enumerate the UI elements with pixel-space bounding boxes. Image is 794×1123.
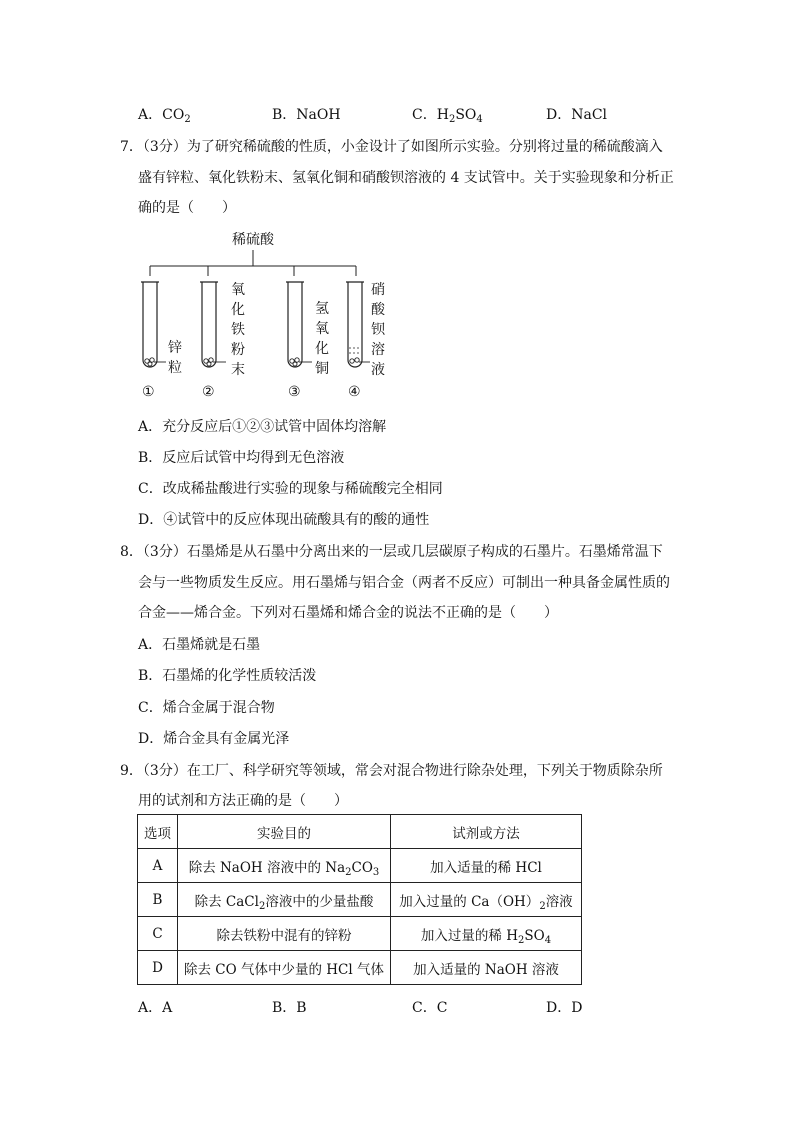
q9-stem-line-2: 用的试剂和方法正确的是（ ） (138, 793, 348, 809)
table-header-row (138, 815, 582, 849)
row-method: 加入过量的 $Ca(OH)_2$溶液 (391, 883, 582, 917)
q7-stem-line-1: 7．（3分）为了研究稀硫酸的性质，小金设计了如图所示实验。分别将过量的稀硫酸滴入 (120, 139, 663, 155)
header-goal: 实验目的 (178, 815, 391, 849)
q7-stem-line-3: 确的是（ ） (138, 200, 236, 216)
q8-stem-line-1: 8．（3分）石墨烯是从石墨中分离出来的一层或几层碳原子构成的石墨片。石墨烯常温下 (120, 544, 663, 560)
row-goal: 除去铁粉中混有的锌粉 (178, 917, 391, 951)
tube-2-label: 氧化铁粉末 (231, 282, 245, 378)
q9-answer-c: C．C (412, 1000, 448, 1016)
tube-2-number: ② (202, 384, 215, 400)
table-row (138, 917, 582, 951)
row-option: B (138, 883, 178, 917)
q8-option-b: B．石墨烯的化学性质较活泼 (138, 668, 317, 684)
tube-4-number: ④ (348, 384, 361, 400)
q7-option-c: C．改成稀盐酸进行实验的现象与稀硫酸完全相同 (138, 481, 443, 497)
row-method: 加入适量的 NaOH 溶液 (391, 951, 582, 985)
q6-option-b: B．NaOH (272, 107, 341, 123)
q9-table (137, 814, 582, 985)
q8-stem-line-3: 合金——烯合金。下列对石墨烯和烯合金的说法不正确的是（ ） (138, 605, 558, 621)
header-method: 试剂或方法 (391, 815, 582, 849)
q6-option-a: A．$CO_2$ (138, 107, 191, 125)
row-goal: 除去 CO 气体中少量的 HCl 气体 (178, 951, 391, 985)
table-row (138, 849, 582, 883)
test-tube-4 (346, 282, 370, 367)
q7-option-d: D．④试管中的反应体现出硫酸具有的酸的通性 (138, 512, 430, 528)
q8-option-a: A．石墨烯就是石墨 (138, 637, 261, 653)
test-tube-2 (200, 282, 226, 367)
q7-option-b: B．反应后试管中均得到无色溶液 (138, 450, 345, 466)
q9-answer-a: A．A (138, 1000, 173, 1016)
row-method: 加入适量的稀 HCl (391, 849, 582, 883)
q8-stem-line-2: 会与一些物质发生反应。用石墨烯与铝合金（两者不反应）可制出一种具备金属性质的 (138, 575, 670, 591)
q8-option-c: C．烯合金属于混合物 (138, 700, 275, 716)
table-row (138, 951, 582, 985)
row-option: C (138, 917, 178, 951)
tube-3-number: ③ (288, 384, 301, 400)
row-option: D (138, 951, 178, 985)
row-option: A (138, 849, 178, 883)
q7-option-a: A．充分反应后①②③试管中固体均溶解 (138, 419, 387, 435)
row-method: 加入过量的稀 $H_2SO_4$ (391, 917, 582, 951)
test-tube-3 (286, 282, 312, 367)
tube-3-label: 氢氧化铜 (315, 301, 329, 377)
figure-top-label: 稀硫酸 (232, 232, 274, 248)
q9-stem-line-1: 9．（3分）在工厂、科学研究等领域，常会对混合物进行除杂处理，下列关于物质除杂所 (120, 763, 663, 779)
tube-1-number: ① (142, 384, 155, 400)
row-goal: 除去 NaOH 溶液中的 $Na_2CO_3$ (178, 849, 391, 883)
q9-answer-d: D．D (546, 1000, 583, 1016)
header-option: 选项 (138, 815, 178, 849)
q6-option-d: D．NaCl (546, 107, 608, 123)
q7-stem-line-2: 盛有锌粒、氧化铁粉末、氢氧化铜和硝酸钡溶液的 4 支试管中。关于实验现象和分析正 (138, 170, 674, 186)
tube-4-label: 硝酸钡溶液 (371, 282, 385, 378)
table-row (138, 883, 582, 917)
q8-option-d: D．烯合金具有金属光泽 (138, 731, 290, 747)
q9-answer-b: B．B (272, 1000, 307, 1016)
row-goal: 除去 CaCl$_2$溶液中的少量盐酸 (178, 883, 391, 917)
test-tube-1 (141, 282, 166, 367)
tube-1-label: 锌粒 (168, 340, 182, 376)
q6-option-c: C．$H_2SO_4$ (412, 107, 483, 125)
